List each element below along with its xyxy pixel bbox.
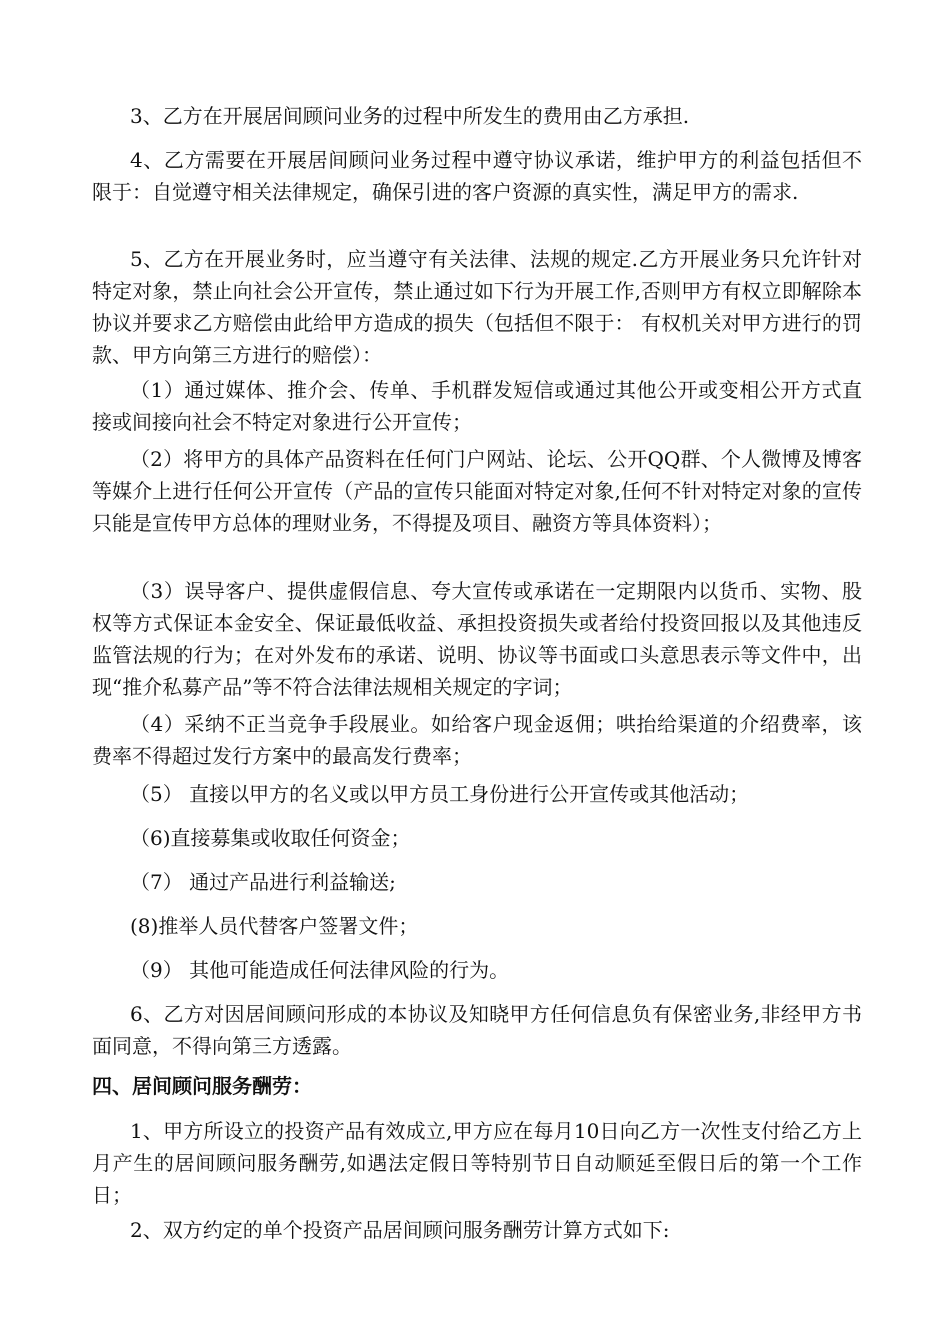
item-9-paragraph: （9） 其他可能造成任何法律风险的行为。 bbox=[130, 958, 510, 982]
clause-3-paragraph: 3、乙方在开展居间顾问业务的过程中所发生的费用由乙方承担. bbox=[130, 104, 690, 128]
item-6-paragraph: （6)直接募集或收取任何资金； bbox=[130, 826, 411, 850]
item-5-paragraph: （5） 直接以甲方的名义或以甲方员工身份进行公开宣传或其他活动； bbox=[130, 782, 750, 806]
item-8-paragraph: (8)推举人员代替客户签署文件； bbox=[130, 914, 419, 938]
payment-clause-1-paragraph: 1、甲方所设立的投资产品有效成立,甲方应在每月10日向乙方一次性支付给乙方上月产生的居间顾问服务酬劳,如遇法定假日等特别节日自动顺延至假日后的第一个工作日； bbox=[92, 1119, 862, 1207]
item-1-paragraph: （1）通过媒体、推介会、传单、手机群发短信或通过其他公开或变相公开方式直接或间接向社会不特定对象进行公开宣传； bbox=[92, 378, 862, 434]
payment-clause-2-paragraph: 2、双方约定的单个投资产品居间顾问服务酬劳计算方式如下: bbox=[130, 1218, 670, 1242]
clause-4-paragraph: 4、乙方需要在开展居间顾问业务过程中遵守协议承诺，维护甲方的利益包括但不限于：自觉遵守相关法律规定，确保引进的客户资源的真实性，满足甲方的需求. bbox=[92, 148, 862, 204]
item-3-paragraph: （3）误导客户、提供虚假信息、夸大宣传或承诺在一定期限内以货币、实物、股权等方式保证本金安全、保证最低收益、承担投资损失或者给付投资回报以及其他违反监管法规的行为；在对外发布的承诺、说明、协议等书面或口头意思表示等文件中，出现“推介私募产品”等不符合法律法规相关规定的字词； bbox=[92, 579, 862, 699]
item-4-paragraph: （4）采纳不正当竞争手段展业。如给客户现金返佣；哄抬给渠道的介绍费率，该费率不得超过发行方案中的最高发行费率； bbox=[92, 712, 862, 768]
clause-5-paragraph: 5、乙方在开展业务时，应当遵守有关法律、法规的规定.乙方开展业务只允许针对特定对象，禁止向社会公开宣传，禁止通过如下行为开展工作,否则甲方有权立即解除本协议并要求乙方赔偿由此给甲方造成的损失（包括但不限于： 有权机关对甲方进行的罚款、甲方向第三方进行的赔偿）： bbox=[92, 247, 862, 367]
clause-6-paragraph: 6、乙方对因居间顾问形成的本协议及知晓甲方任何信息负有保密业务,非经甲方书面同意，不得向第三方透露。 bbox=[92, 1002, 862, 1058]
item-2-paragraph: （2）将甲方的具体产品资料在任何门户网站、论坛、公开QQ群、个人微博及博客等媒介上进行任何公开宣传（产品的宣传只能面对特定对象,任何不针对特定对象的宣传只能是宣传甲方总体的理财业务，不得提及项目、融资方等具体资料）； bbox=[92, 447, 862, 535]
section-4-heading: 四、居间顾问服务酬劳： bbox=[92, 1074, 312, 1098]
item-7-paragraph: （7） 通过产品进行利益输送; bbox=[130, 870, 396, 894]
